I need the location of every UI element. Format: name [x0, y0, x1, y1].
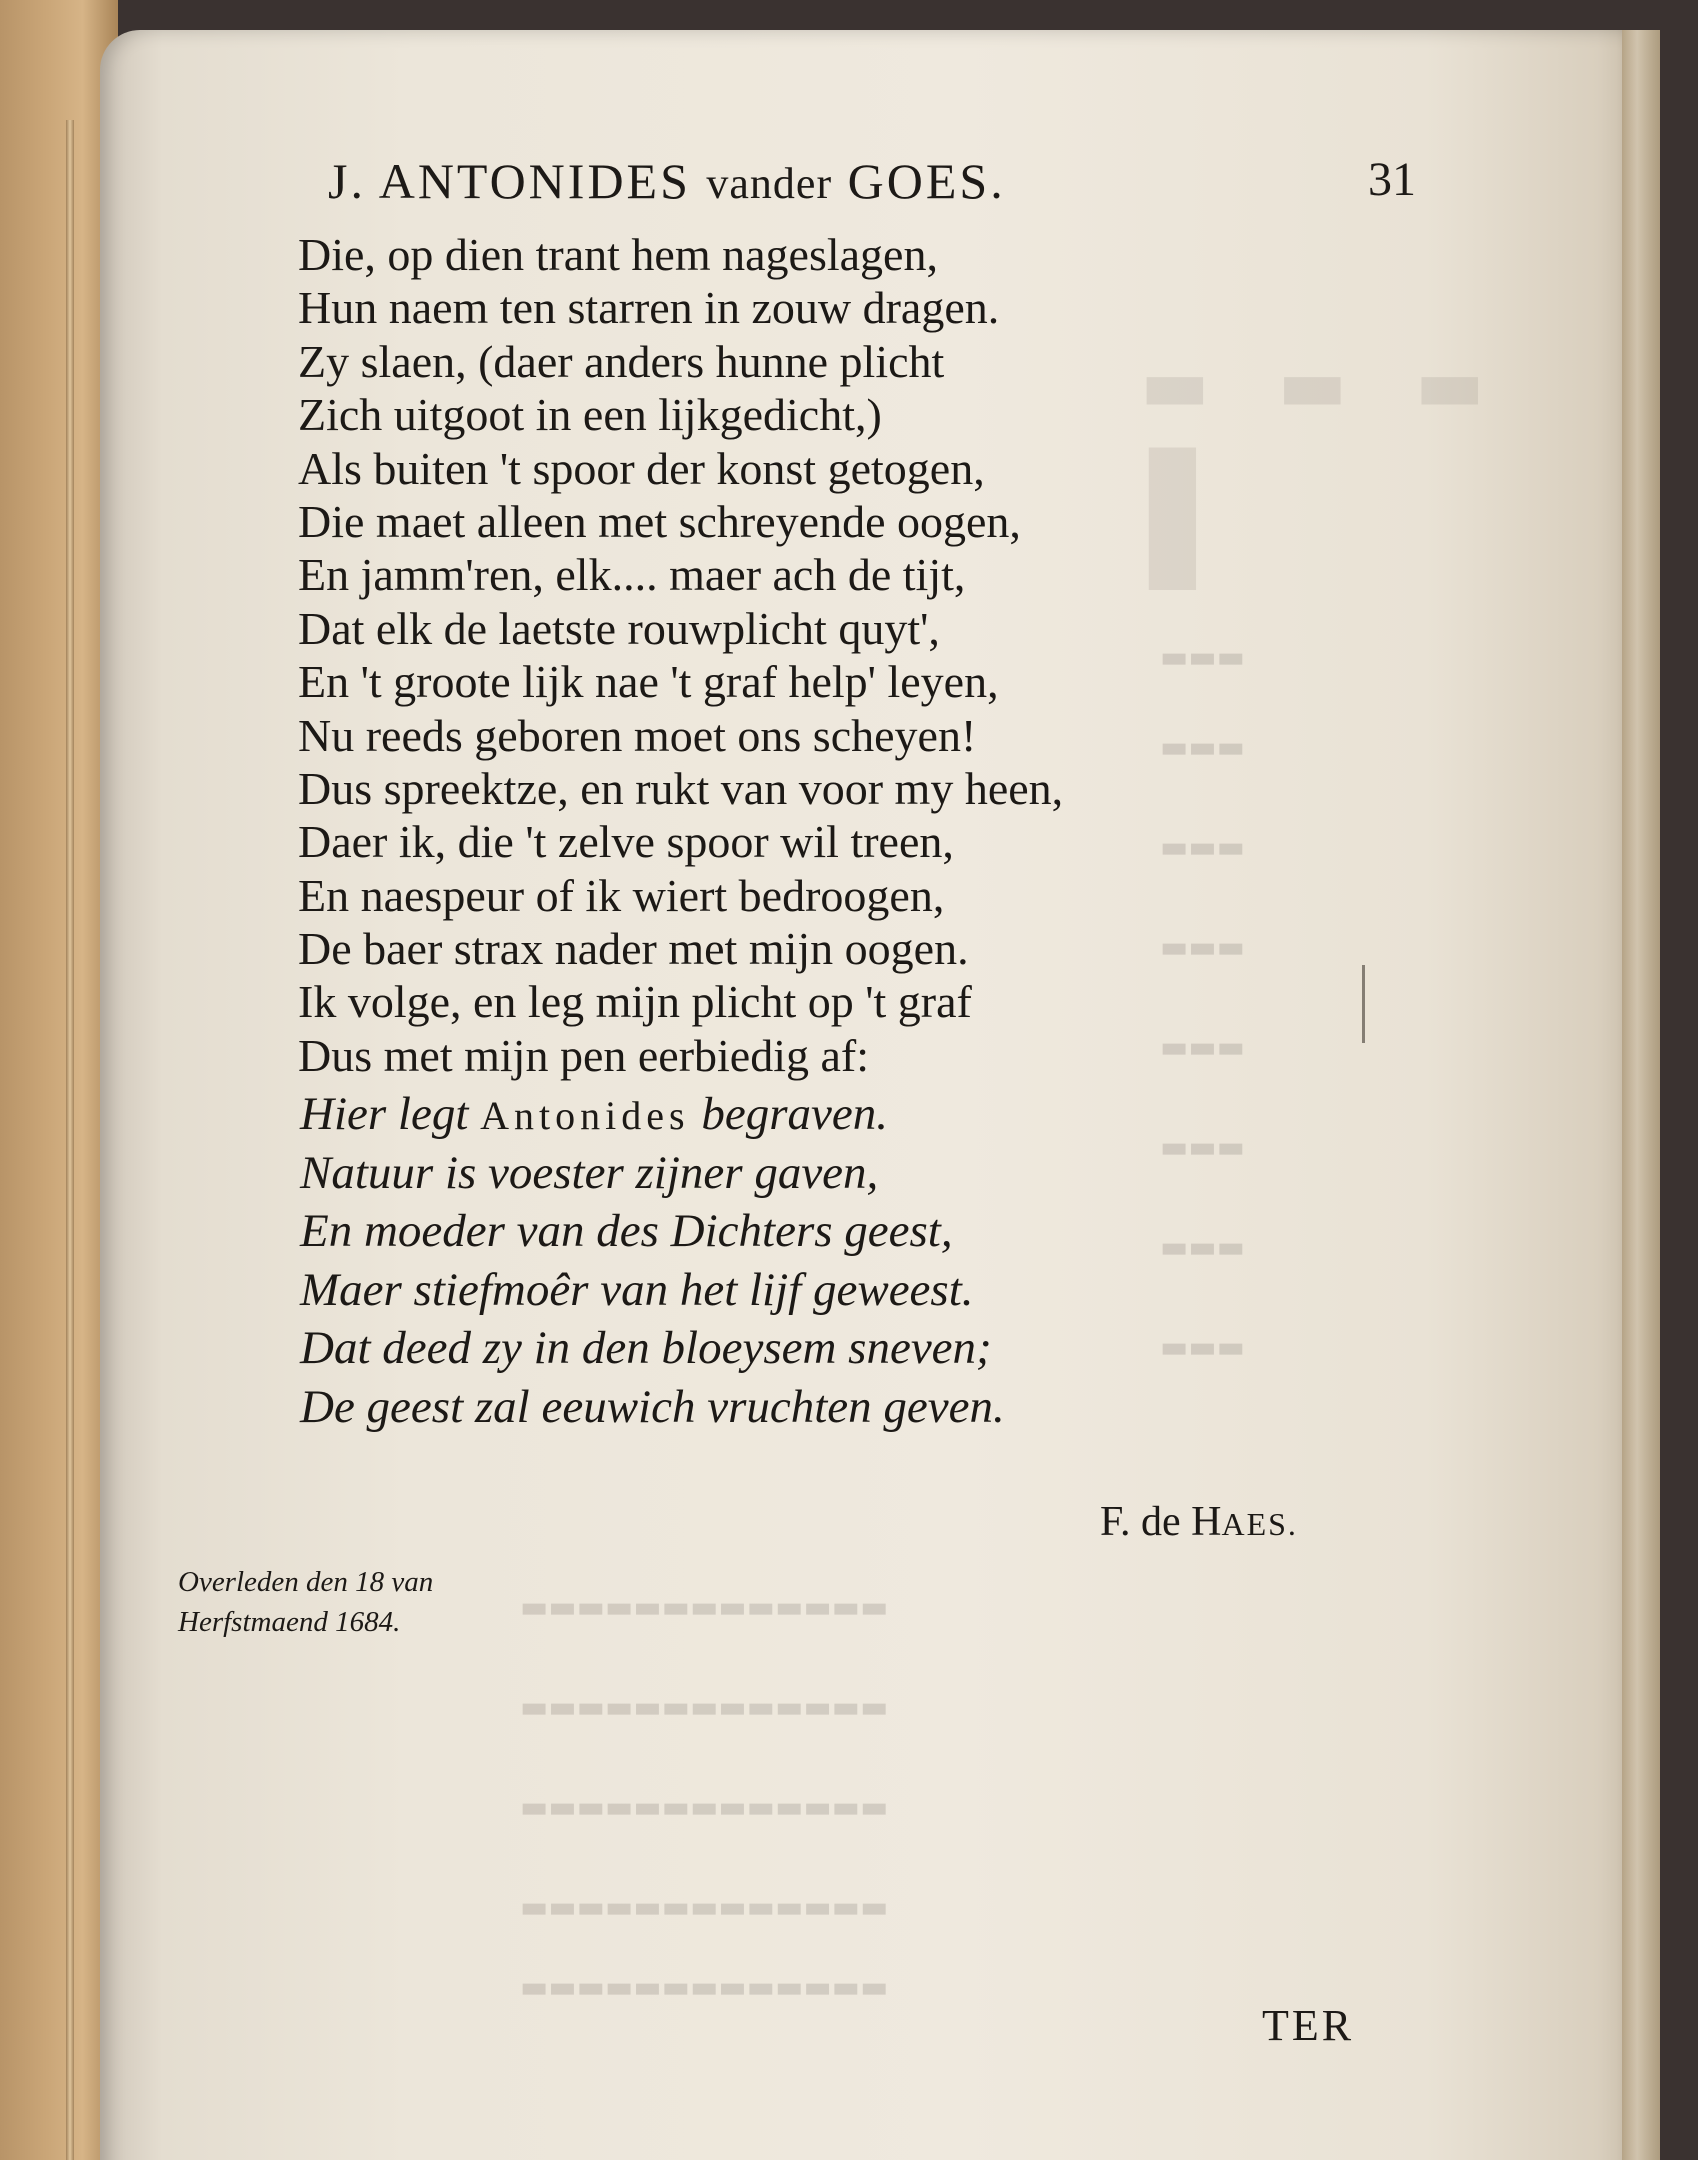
running-head-surname: GOES. [847, 153, 1006, 209]
running-head-name: ANTONIDES [378, 153, 691, 209]
poem-line: Dus spreektze, en rukt van voor my heen, [298, 762, 1064, 814]
epitaph-line [300, 1085, 1005, 1144]
margin-note-line: Herfstmaend 1684. [178, 1606, 401, 1638]
show-through-line: ▬▬▬ [1160, 1230, 1246, 1265]
show-through-line: ▬▬▬ [1160, 1130, 1246, 1165]
show-through-bracket [1362, 965, 1365, 1043]
show-through-heading: ▬ ▬ ▬ [1140, 342, 1507, 428]
poem-line: En 't groote lijk nae 't graf help' leyen, [298, 656, 999, 708]
epitaph-line: Maer stiefmoêr van het lijf geweest. [300, 1263, 974, 1316]
show-through-line: ▬▬▬▬▬▬▬▬▬▬▬▬▬ [520, 1790, 889, 1825]
show-through-line: ▬▬▬ [1160, 1030, 1246, 1065]
poem-body [298, 228, 1063, 1082]
show-through-line: ▬▬▬▬▬▬▬▬▬▬▬▬▬ [520, 1690, 889, 1725]
poem-line: En jamm'ren, elk.... maer ach de tijt, [298, 549, 966, 601]
show-through-line: ▬▬▬ [1160, 1330, 1246, 1365]
margin-note [178, 1562, 433, 1642]
cover-edge [66, 120, 74, 2160]
poem-line: Die maet alleen met schreyende oogen, [298, 495, 1021, 547]
show-through-line: ▬▬▬ [1160, 830, 1246, 865]
catchword: TER [1262, 2001, 1355, 2050]
epitaph-line: En moeder van des Dichters geest, [300, 1205, 953, 1258]
epitaph-line: Dat deed zy in den bloeysem sneven; [300, 1322, 992, 1375]
page-shadow [1616, 30, 1660, 2160]
poem-line: Hun naem ten starren in zouw dragen. [298, 282, 1000, 334]
poem-line: De baer strax nader met mijn oogen. [298, 923, 969, 975]
epitaph-line: De geest zal eeuwich vruchten geven. [300, 1380, 1005, 1433]
running-head [328, 152, 1006, 210]
margin-note-line: Overleden den 18 van [178, 1566, 434, 1598]
poem-line: Zich uitgoot in een lijkgedicht,) [298, 389, 882, 441]
epitaph [300, 1085, 1005, 1437]
poem-line: Als buiten 't spoor der konst getogen, [298, 442, 985, 494]
page-number: 31 [1368, 153, 1416, 206]
epitaph-line: Natuur is voester zijner gaven, [300, 1146, 879, 1199]
show-through-line: ▬▬▬ [1160, 730, 1246, 765]
poem-line: Daer ik, die 't zelve spoor wil treen, [298, 816, 954, 868]
show-through-line: ▬▬▬ [1160, 640, 1246, 675]
signature-small-caps: AES. [1221, 1506, 1298, 1542]
running-head-particle: vander [706, 159, 833, 208]
epitaph-text: begraven. [689, 1088, 888, 1140]
poem-line: Dus met mijn pen eerbiedig af: [298, 1029, 870, 1081]
show-through-line: ▬▬▬ [1160, 930, 1246, 965]
show-through-line: ▬▬▬▬▬▬▬▬▬▬▬▬▬ [520, 1590, 889, 1625]
running-head-initial: J. [328, 153, 366, 209]
show-through-line: ▬▬▬▬▬▬▬▬▬▬▬▬▬ [520, 1970, 889, 2005]
poem-line: Ik volge, en leg mijn plicht op 't graf [298, 976, 972, 1028]
show-through-line: ▬▬▬▬▬▬▬▬▬▬▬▬▬ [520, 1890, 889, 1925]
poem-line: Dat elk de laetste rouwplicht quyt', [298, 602, 940, 654]
signature-name: F. de H [1100, 1499, 1222, 1545]
poem-line: Nu reeds geboren moet ons scheyen! [298, 709, 977, 761]
author-signature [1100, 1498, 1298, 1546]
epitaph-text: Hier legt [300, 1088, 481, 1140]
poem-line: En naespeur of ik wiert bedroogen, [298, 869, 945, 921]
show-through-initial: ▌ [1150, 450, 1243, 589]
poem-line: Zy slaen, (daer anders hunne plicht [298, 335, 945, 387]
poem-line: Die, op dien trant hem nageslagen, [298, 229, 938, 280]
epitaph-name: Antonides [480, 1093, 690, 1138]
